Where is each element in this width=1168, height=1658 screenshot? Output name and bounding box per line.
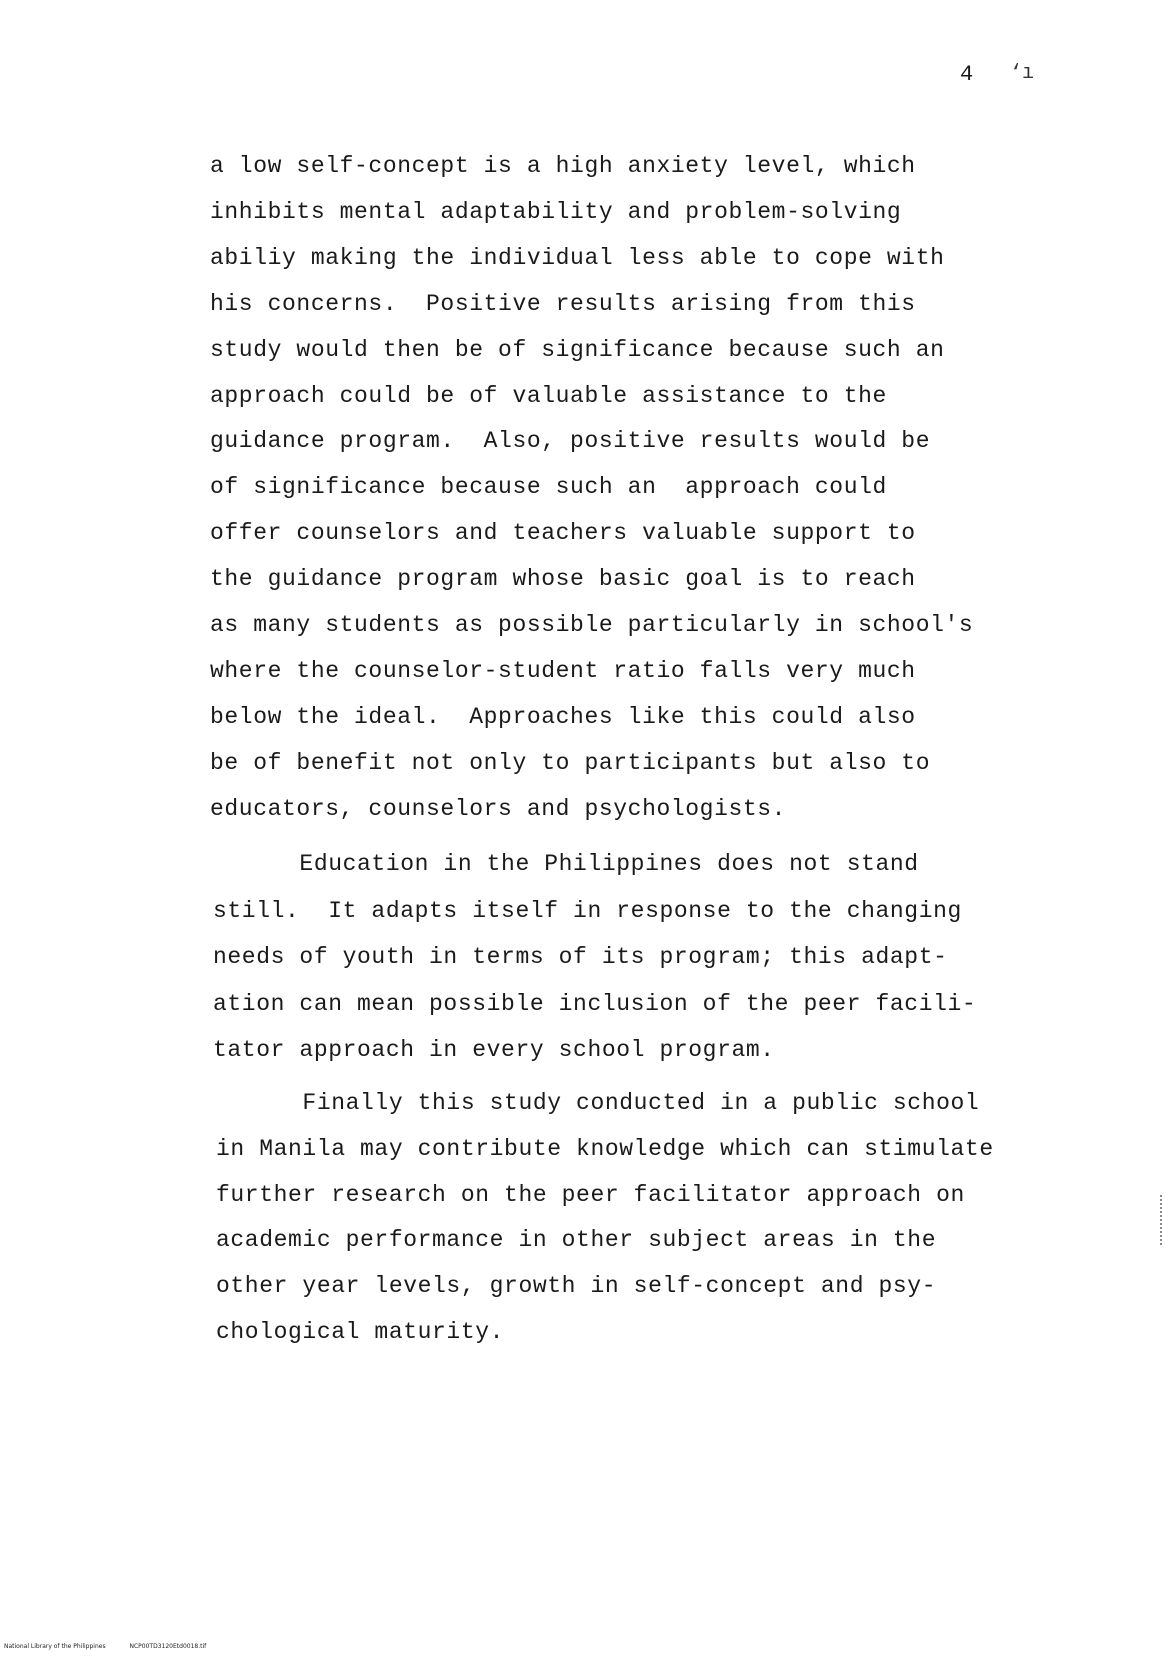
text-line: offer counselors and teachers valuable support to (210, 520, 916, 547)
text-line: abiliy making the individual less able to cope with (210, 244, 945, 271)
corner-mark: ‘ı (1010, 62, 1035, 85)
footer-file: NCP00TD3120Etd0018.tif (129, 1643, 207, 1650)
text-line: of significance because such an approach could (210, 474, 887, 501)
text-line: Finally this study conducted in a public school (216, 1090, 980, 1116)
text-line: still. It adapts itself in response to the changing (213, 897, 962, 924)
text-line: inhibits mental adaptability and problem-solving (210, 198, 902, 225)
text-line: a low self-concept is a high anxiety level, which (210, 153, 916, 179)
scan-artifact (1160, 1195, 1164, 1245)
text-line: be of benefit not only to participants but also to (210, 749, 931, 776)
text-line: academic performance in other subject areas in the (216, 1227, 937, 1254)
text-line: tator approach in every school program. (213, 1037, 775, 1063)
text-line: where the counselor-student ratio falls very much (210, 657, 916, 684)
text-line: educators, counselors and psychologists. (210, 795, 787, 822)
text-line: below the ideal. Approaches like this could also (210, 703, 916, 730)
text-line: study would then be of significance because such an (210, 336, 945, 363)
text-line: chological maturity. (216, 1319, 505, 1345)
text-line: his concerns. Positive results arising from this (210, 290, 916, 317)
text-line: as many students as possible particularly in school's (210, 612, 974, 638)
text-line: Education in the Philippines does not stand (213, 851, 919, 877)
text-line: other year levels, growth in self-concept and psy- (216, 1273, 937, 1300)
text-line: the guidance program whose basic goal is to reach (210, 566, 916, 593)
text-line: in Manila may contribute knowledge which can stimulate (216, 1135, 994, 1162)
text-line: needs of youth in terms of its program; this adapt- (213, 944, 948, 970)
text-line: approach could be of valuable assistance to the (210, 382, 887, 409)
footer (4, 1643, 228, 1650)
footer-library: National Library of the Philippines (4, 1643, 106, 1650)
text-line: further research on the peer facilitator approach on (216, 1181, 965, 1208)
page-number: 4 (960, 62, 975, 87)
text-line: ation can mean possible inclusion of the peer facili- (213, 990, 977, 1017)
text-line: guidance program. Also, positive results would be (210, 428, 931, 455)
